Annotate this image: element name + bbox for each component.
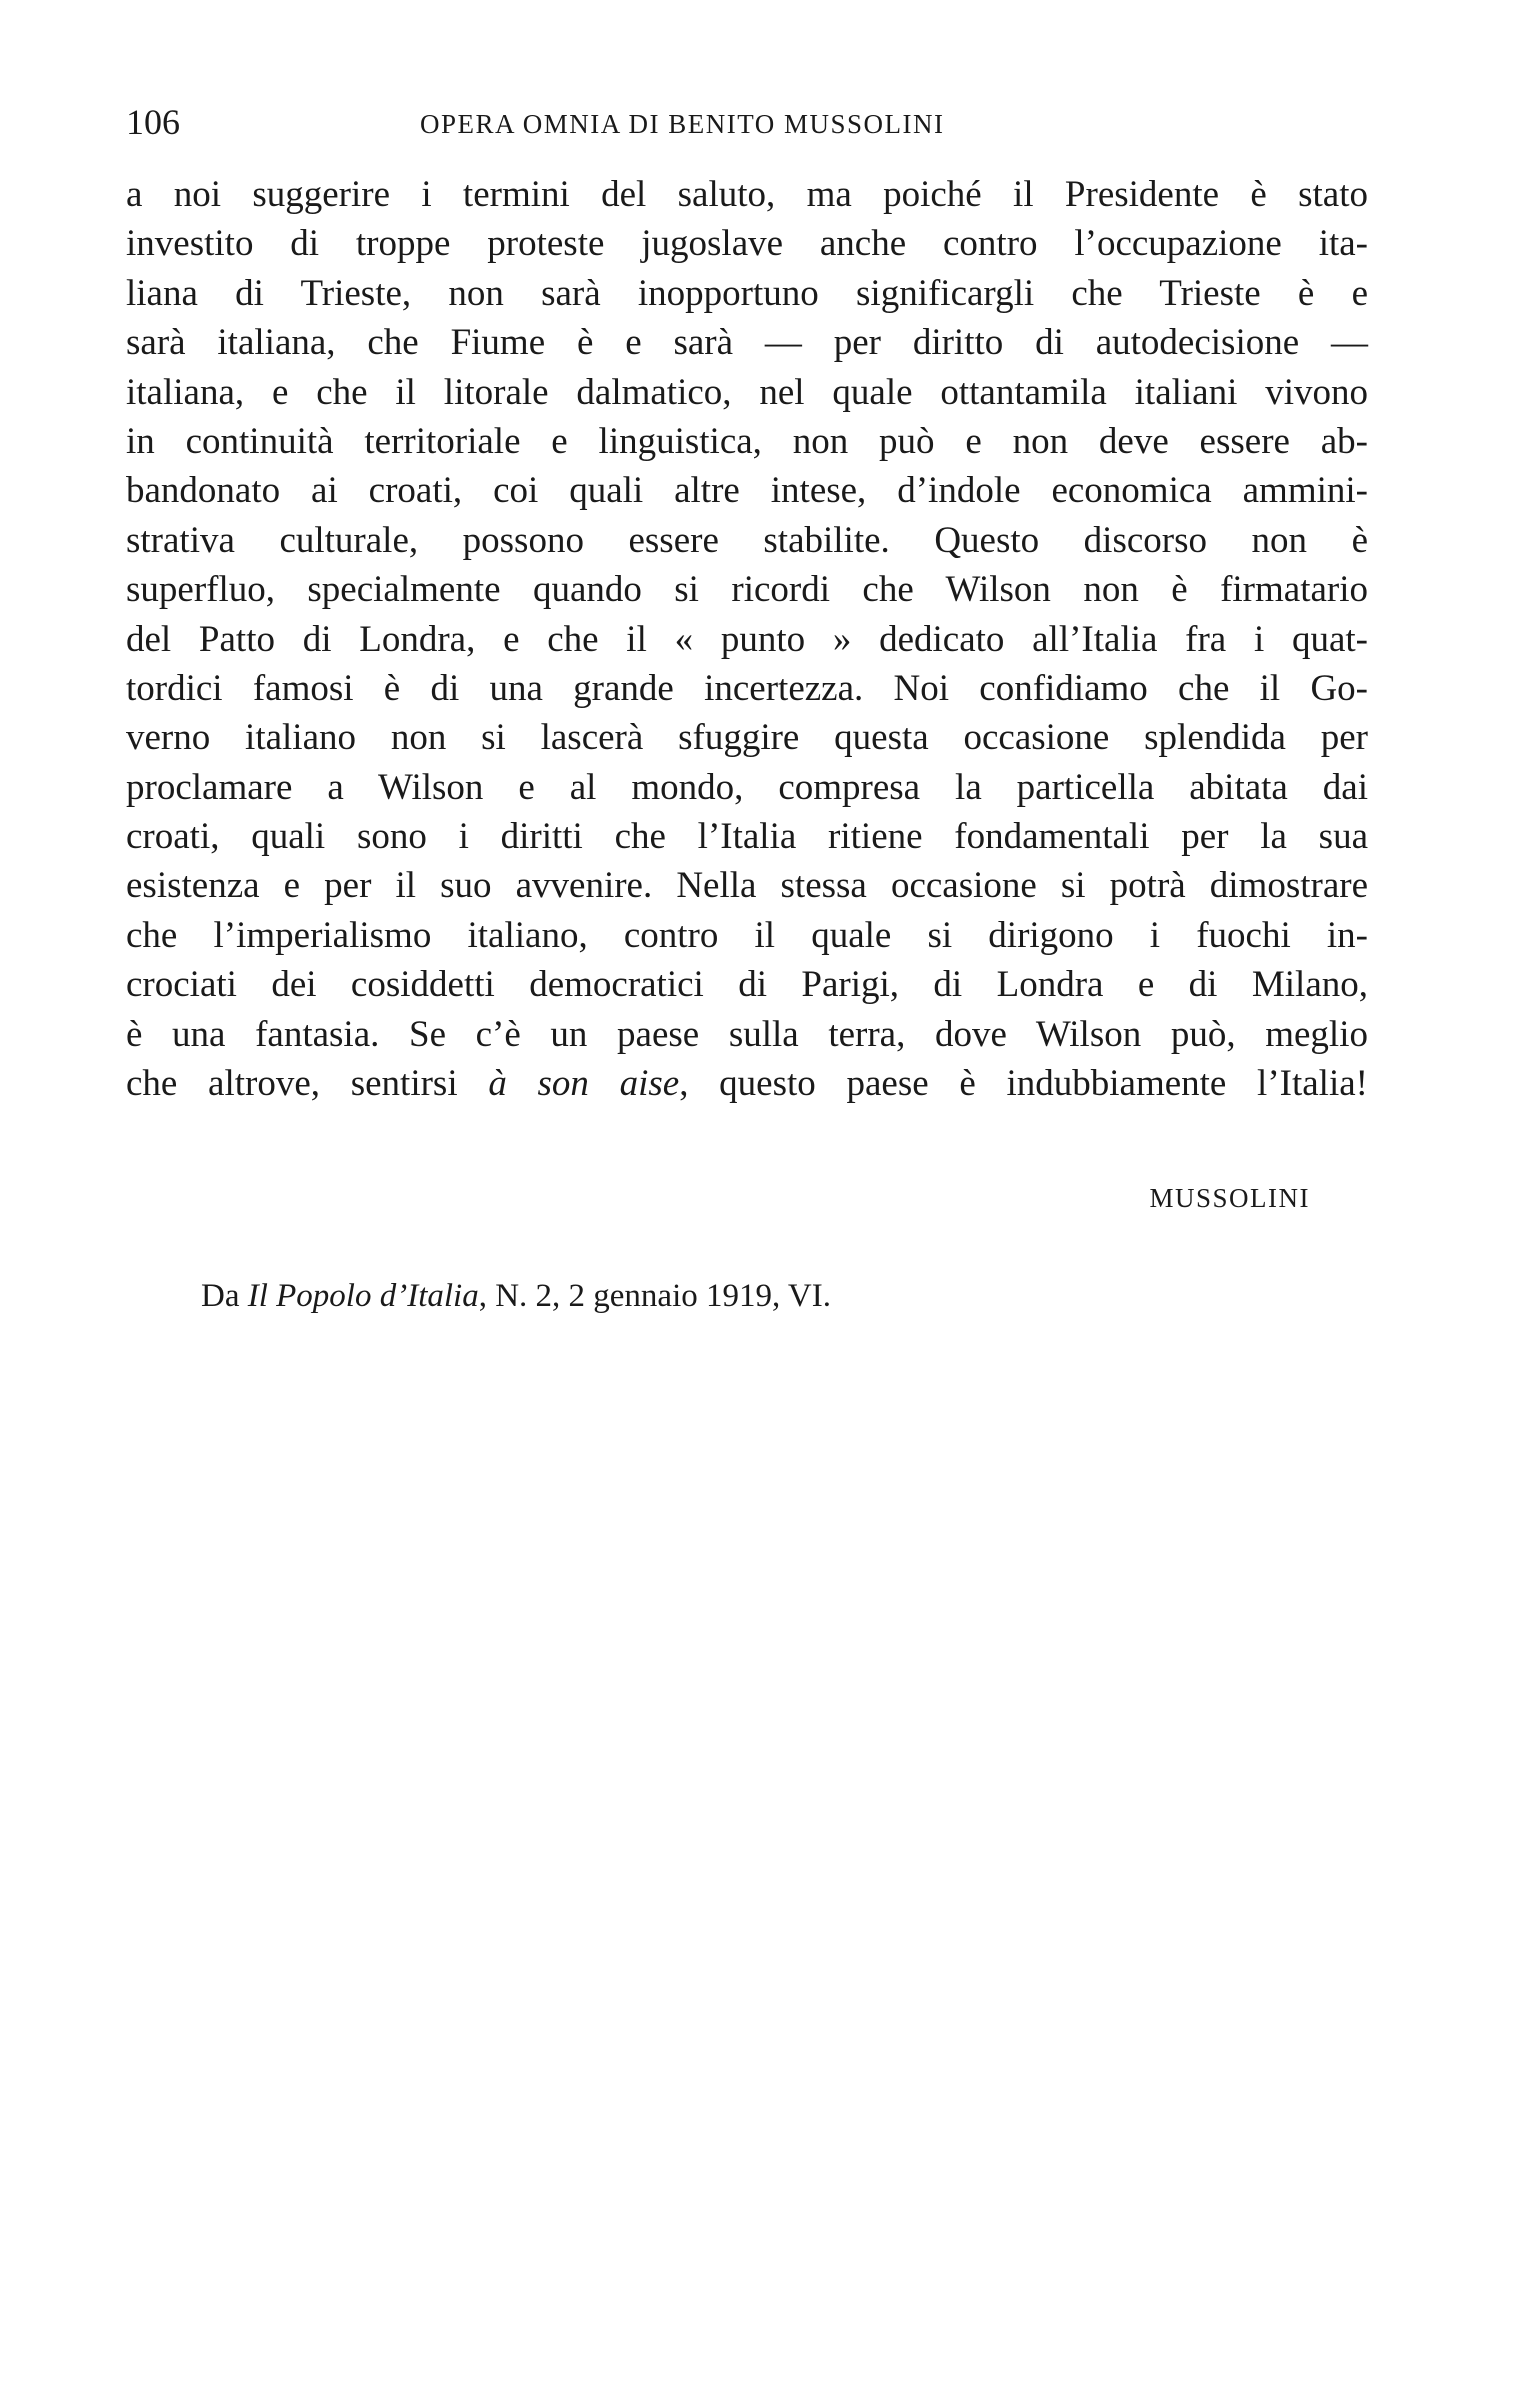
text-line: investito di troppe proteste jugoslave anche contro l’occupazione ita- [126,223,1368,265]
text-line: del Patto di Londra, e che il « punto » dedicato all’Italia fra i quat- [126,618,1368,660]
page-number: 106 [126,102,180,142]
text-line: proclamare a Wilson e al mondo, compresa la particella abitata dai [126,766,1368,808]
source-suffix: , N. 2, 2 gennaio 1919, VI. [478,1278,831,1314]
text-line: crociati dei cosiddetti democratici di Parigi, di Londra e di Milano, [126,964,1368,1006]
source-citation [201,1272,831,1320]
text-line: che l’imperialismo italiano, contro il quale si dirigono i fuochi in- [126,914,1368,956]
text-segment: , questo paese è indubbiamente l’Italia! [679,1063,1368,1105]
text-line: è una fantasia. Se c’è un paese sulla terra, dove Wilson può, meglio [126,1013,1368,1055]
text-line: bandonato ai croati, coi quali altre intese, d’indole economica ammini- [126,470,1368,512]
text-line: croati, quali sono i diritti che l’Italia ritiene fondamentali per la sua [126,816,1368,858]
text-segment: che altrove, sentirsi [126,1063,489,1105]
text-line: strativa culturale, possono essere stabilite. Questo discorso non è [126,519,1368,561]
text-line: a noi suggerire i termini del saluto, ma poiché il Presidente è stato [126,174,1368,215]
text-line: tordici famosi è di una grande incertezza. Noi confidiamo che il Go- [126,667,1368,709]
source-prefix: Da [201,1278,248,1314]
article-body [126,170,1368,1108]
newspaper-title: Il Popolo d’Italia [247,1278,479,1314]
text-line: liana di Trieste, non sarà inopportuno significargli che Trieste è e [126,272,1368,314]
signature: MUSSOLINI [1149,1183,1310,1213]
text-line: sarà italiana, che Fiume è e sarà — per diritto di autodecisione — [126,322,1368,364]
italic-phrase: à son aise [488,1063,680,1105]
text-line: superfluo, specialmente quando si ricordi che Wilson non è firmatario [126,569,1368,611]
text-line-last [126,1059,1368,1108]
text-line: italiana, e che il litorale dalmatico, nel quale ottantamila italiani vivono [126,371,1368,413]
text-line: verno italiano non si lascerà sfuggire questa occasione splendida per [126,717,1368,759]
text-line: in continuità territoriale e linguistica, non può e non deve essere ab- [126,420,1368,462]
text-line: esistenza e per il suo avvenire. Nella stessa occasione si potrà dimostrare [126,865,1368,907]
running-head: OPERA OMNIA DI BENITO MUSSOLINI [420,109,945,139]
